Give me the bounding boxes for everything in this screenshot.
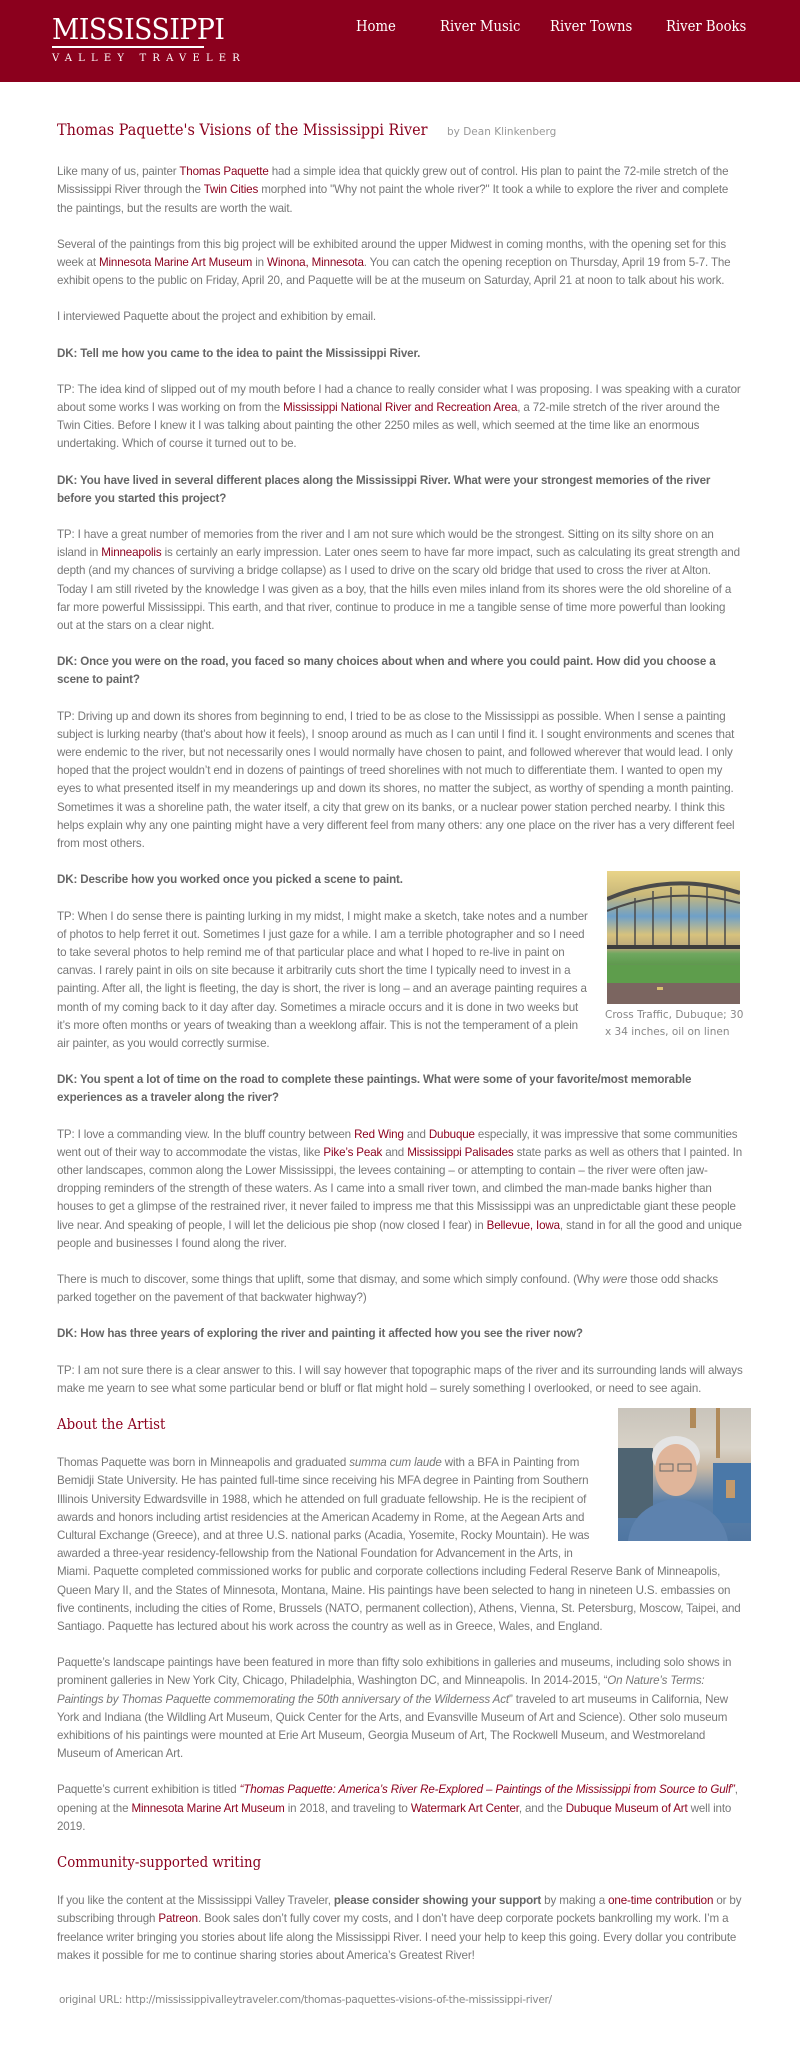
text: with a BFA in Painting from Bemidji State University. He has painted full-time since receiving his MFA degree in Painting from Southern Illinois University Edwardsville in 1988, which he attended on full graduate fellowship. He is the recipient of awards and honors including artist residencies at the American Academy in Rome, at the Aegean Arts and Cultural Exchange (Greece), and at three U.S. national parks (Acadia, Yosemite, Rocky Mountain). He was awarded a three-year residency-fellowship from the National Foundation for Advancement in the Arts, in Miami. Paquette completed commissioned works for public and corporate collections including Federal Reserve Bank of Minneapolis, Queen Mary II, and the States of Minnesota, Montana, Maine. His paintings have been selected to hang in nineteen U.S. embassies on five continents, including the cities of Rome, Brussels (NATO, permanent collection), Athens, Vienna, St. Petersburg, Moscow, Taipei, and Santiago. Paquette has lectured about his work across the country as well as in Greece, Wales, and England. — [57, 1456, 741, 1633]
answer-6: TP: I am not sure there is a clear answer to this. I will say however that topographic maps of the river and its surrounding lands will always make me yearn to see what some particular bend or bluff or flat might hold – surely something I overlooked, or need to see again. — [57, 1363, 743, 1395]
text: If you like the content at the Mississippi Valley Traveler, — [57, 1894, 334, 1908]
article-title: Thomas Paquette's Visions of the Mississippi River — [57, 120, 428, 139]
community-paragraph — [57, 1892, 743, 1965]
discover-paragraph — [57, 1271, 743, 1307]
nav-river-towns[interactable]: River Towns — [550, 17, 633, 35]
painting-figure — [605, 871, 745, 1041]
exhibit-paragraph — [57, 236, 743, 291]
text: Thomas Paquette was born in Minneapolis and graduated — [57, 1456, 350, 1470]
link-minneapolis[interactable]: Minneapolis — [101, 546, 162, 560]
text: Several of the paintings from this big project will be exhibited around the upper Midwest in coming months, with the opening set for this week at — [57, 237, 727, 270]
text: in — [252, 256, 268, 270]
nav-river-books[interactable]: River Books — [666, 17, 747, 35]
answer-5 — [57, 1126, 743, 1253]
text: well into 2019. — [57, 1801, 732, 1833]
main-nav — [356, 17, 791, 35]
intro-paragraph — [57, 163, 743, 218]
text: state parks as well as others that I painted. In other landscapes, common along the Lower Mississippi, the levees containing – or attempting to contain – the river were often jaw-dropping reminders of the strength of these waters. As I came into a small river town, and climbed the man-made banks higher than houses to get a glimpse of the restrained river, it never failed to impress me that this Mississippi was an unpredictable giant these people live near. And speaking of people, I will let the delicious pie shop (now closed I fear) in — [57, 1145, 743, 1232]
question-1: DK: Tell me how you came to the idea to paint the Mississippi River. — [57, 346, 421, 360]
text: in 2018, and traveling to — [284, 1801, 411, 1815]
link-thomas-paquette[interactable]: Thomas Paquette — [179, 165, 269, 179]
link-mississippi-palisades[interactable]: Mississippi Palisades — [407, 1145, 514, 1159]
answer-2 — [57, 526, 743, 635]
link-watermark-art-center[interactable]: Watermark Art Center — [410, 1801, 519, 1815]
site-header — [0, 0, 800, 82]
text: ” traveled to art museums in California, New York and Indiana (the Wildling Art Museum, Quick Center for the Arts, and Evansville Museum of Art and Science). Other solo museum exhibitions of his paintings were mounted at Erie Art Museum, Georgia Museum of Art, The Rockwell Museum, and Westmoreland Museum of American Art. — [57, 1692, 728, 1761]
text: TP: The idea kind of slipped out of my mouth before I had a chance to really consider what I was proposing. I was speaking with a curator about some works I was working on from the — [57, 382, 741, 415]
link-minnesota-marine-art-museum-2[interactable]: Minnesota Marine Art Museum — [131, 1801, 285, 1815]
article-content — [0, 121, 800, 2059]
about-paragraph-2 — [57, 1654, 743, 1763]
answer-3: TP: Driving up and down its shores from beginning to end, I tried to be as close to the Mississippi as possible. When I sense a painting subject is lurking nearby (that’s about how it feels), I snoop around as much as I can until I find it. I sought environments and scenes that were endemic to the river, but not necessarily ones I would normally have chosen to paint, and followed wherever that would lead. I only hoped that the project wouldn’t end in dozens of paintings of treed shorelines with not much to differentiate them. I wanted to open my eyes to what presented itself in my meanderings up and down its shores, no matter the subject, as worthy of spending a month painting. Sometimes it was a shoreline path, the water itself, a city that grew on its banks, or a nuclear power station perched nearby. I think this helps explain why any one painting might have a very different feel from many others: any one place on the river has a very different feel from most others. — [57, 709, 735, 851]
logo-title: MISSISSIPPI — [52, 12, 225, 46]
link-minnesota-marine-art-museum[interactable]: Minnesota Marine Art Museum — [98, 256, 253, 270]
link-dubuque-museum-of-art[interactable]: Dubuque Museum of Art — [565, 1801, 688, 1815]
question-6: DK: How has three years of exploring the river and painting it affected how you see the river now? — [57, 1327, 583, 1341]
text: especially, it was impressive that some communities went out of their way to accommodate the vistas, like — [57, 1127, 738, 1159]
emphasis: were — [602, 1272, 628, 1286]
painting-cross-traffic-image[interactable] — [607, 871, 740, 1004]
text: Paquette’s current exhibition is titled — [57, 1783, 240, 1797]
text: and — [403, 1127, 429, 1141]
link-pikes-peak[interactable]: Pike’s Peak — [323, 1145, 383, 1159]
link-bellevue-iowa[interactable]: Bellevue, Iowa — [486, 1218, 560, 1232]
support-emphasis: please consider showing your support — [333, 1894, 542, 1908]
question-2: DK: You have lived in several different places along the Mississippi River. What were your strongest memories of the river before you started this project? — [57, 473, 711, 505]
text: . You can catch the opening reception on Thursday, April 19 from 5-7. The exhibit opens to the public on Friday, April 20, and Paquette will be at the museum on Saturday, April 21 at noon to talk about his work. — [57, 256, 731, 288]
nav-river-music[interactable]: River Music — [440, 17, 521, 35]
emphasis: On Nature’s Terms: Paintings by Thomas Paquette commemorating the 50th anniversary of the Wilderness Act — [57, 1674, 705, 1706]
text: by making a — [541, 1894, 609, 1908]
logo-subtitle: VALLEY TRAVELER — [52, 53, 247, 64]
question-4: DK: Describe how you worked once you picked a scene to paint. — [57, 873, 403, 887]
text: TP: I love a commanding view. In the bluff country between — [57, 1127, 355, 1141]
painting-caption: Cross Traffic, Dubuque; 30 x 34 inches, oil on linen — [605, 1009, 744, 1039]
text: . Book sales don’t fully cover my costs, and I don’t have deep corporate pockets bankrolling my work. I’m a freelance writer bringing you stories about life along the Mississippi River. I need your help to keep this going. Every dollar you contribute makes it possible for me to continue sharing stories about America’s Greatest River! — [57, 1912, 737, 1962]
text: , opening at the — [57, 1783, 738, 1815]
link-one-time-contribution[interactable]: one-time contribution — [608, 1894, 714, 1908]
text: and — [382, 1145, 408, 1159]
text: morphed into "Why not paint the whole river?" It took a while to explore the river and complete the paintings, but the results are worth the wait. — [57, 183, 729, 215]
site-logo[interactable] — [52, 12, 247, 64]
text: , a 72-mile stretch of the river around the Twin Cities. Before I knew it I was talking about painting the other 2250 miles as well, which seemed at the time like an enormous undertaking. Which of course it turned out to be. — [57, 401, 720, 451]
logo-rule — [52, 46, 204, 48]
text: is certainly an early impression. Later ones seem to have far more impact, such as calculating its great strength and depth (and my chances of surviving a bridge collapse) as I used to drive on the scary old bridge that used to cross the river at Alton. Today I am still riveted by the knowledge I was given as a boy, that the hills even miles inland from its shores were the old shoreline of a far more powerful Mississippi. This earth, and that river, continue to produce in me a tangible sense of time more powerful than looking out at the stars on a clear night. — [57, 546, 740, 633]
about-artist-heading: About the Artist — [57, 1416, 166, 1433]
link-winona-minnesota[interactable]: Winona, Minnesota — [267, 256, 364, 270]
link-red-wing[interactable]: Red Wing — [354, 1127, 404, 1141]
bridge-icon — [607, 871, 740, 1004]
link-dubuque[interactable]: Dubuque — [428, 1127, 475, 1141]
question-3: DK: Once you were on the road, you faced so many choices about when and where you could paint. How did you choose a scene to paint? — [57, 655, 716, 687]
nav-home[interactable]: Home — [356, 17, 396, 35]
bottom-spacer — [57, 2009, 743, 2059]
title-row — [57, 121, 743, 141]
link-twin-cities[interactable]: Twin Cities — [203, 183, 259, 197]
text: those odd shacks parked together on the pavement of that backwater highway?) — [57, 1272, 719, 1305]
text: , and the — [518, 1801, 566, 1815]
article-byline: by Dean Klinkenberg — [447, 126, 557, 138]
text: There is much to discover, some things that uplift, some that dismay, and some which simply confound. (Why — [57, 1272, 603, 1286]
text: TP: I have a great number of memories from the river and I am not sure which would be the strongest. Sitting on its silty shore on an island in — [57, 528, 714, 560]
original-url: original URL: http://mississippivalleytraveler.com/thomas-paquettes-visions-of-the-mississippi-river/ — [59, 1994, 552, 2007]
text: Like many of us, painter — [57, 165, 180, 179]
text: , stand in for all the good and unique people and businesses I found along the river. — [57, 1218, 742, 1250]
answer-4: TP: When I do sense there is painting lurking in my midst, I might make a sketch, take notes and a number of photos to help ferret it out. Sometimes I just gaze for a while. I am a terrible photographer and so I need to take several photos to help remind me of that particular place and what I hoped to re-live in paint on canvas. I rarely paint in oils on site because it arbitrarily cuts short the time I typically need to invest in a painting. After all, the light is fleeting, the day is short, the river is long – and an average painting requires a month of my coming back to it day after day. Sometimes a miracle occurs and it is done in two weeks but it’s more often months or years of tweaking than a weeklong affair. This is not the temperament of a plein air painter, as you would correctly surmise. — [57, 909, 588, 1050]
question-5: DK: You spent a lot of time on the road to complete these paintings. What were some of your favorite/most memorable experiences as a traveler along the river? — [57, 1073, 692, 1105]
answer-1 — [57, 381, 743, 454]
community-heading: Community-supported writing — [57, 1855, 262, 1872]
text: Paquette’s landscape paintings have been featured in more than fifty solo exhibitions in galleries and museums, including solo shows in prominent galleries in New York City, Chicago, Philadelphia, Washington DC, and Minneapolis. In 2014-2015, “ — [57, 1656, 732, 1688]
link-patreon[interactable]: Patreon — [158, 1912, 198, 1926]
link-current-exhibition[interactable]: “Thomas Paquette: America’s River Re-Explored – Paintings of the Mississippi from Source to Gulf” — [239, 1783, 735, 1797]
emphasis: summa cum laude — [349, 1456, 442, 1470]
text: had a simple idea that quickly grew out of control. His plan to paint the 72-mile stretch of the Mississippi River through the — [57, 165, 729, 197]
link-mississippi-national-river[interactable]: Mississippi National River and Recreation Area — [283, 401, 518, 415]
text: or by subscribing through — [57, 1894, 742, 1926]
interview-intro: I interviewed Paquette about the project and exhibition by email. — [57, 310, 376, 324]
about-paragraph-3 — [57, 1781, 743, 1836]
